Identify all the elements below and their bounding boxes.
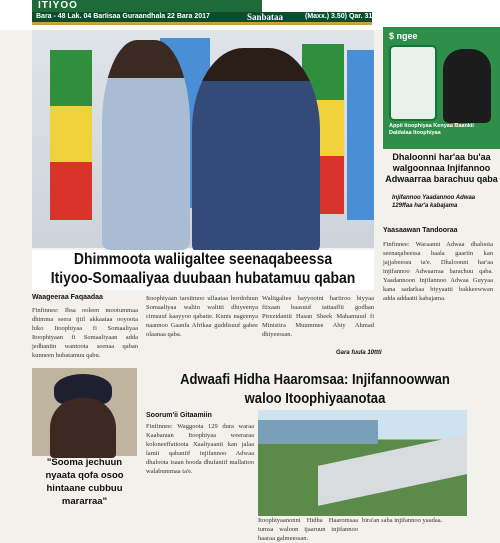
reservoir <box>258 420 378 444</box>
dam-photo[interactable] <box>258 410 467 516</box>
story2-headline[interactable] <box>150 372 480 410</box>
story2-headline-line-1: Adwaafi Hidha Haaromsaa: Injifannoowwan <box>180 372 450 388</box>
lead-column-3: Waliigaltee hayyootni hariiroo biyyaa fiixaan baasuuf tattaaffii godhan Pirezidantii Hasan Sheek Mahamuud fi Ministira Muummee Abiy Ahmad dhiyeessan. <box>262 295 374 338</box>
advertisement[interactable] <box>383 27 500 149</box>
lead-headline[interactable] <box>32 250 374 290</box>
story2-column-2: Itoophiyaanonni Hidha Haaromsaa tumsa waloon ijaaruun injifannoo haaraa galmeessan. <box>258 517 358 542</box>
lead-photo[interactable] <box>32 30 374 248</box>
sidebar-bullet: Injifannoo Yaadannoo Adwaa 129ffaa har'a kabajama <box>392 195 476 209</box>
logo-text: ITIYOO <box>38 0 78 11</box>
sidebar-byline: Yaasaawan Tandooraa <box>383 227 458 234</box>
person-right <box>192 48 320 253</box>
dam-wall <box>318 434 467 506</box>
ethiopia-flag-left <box>50 50 92 220</box>
lead-column-1: Finfinnee: Ibsa ooleen mootummaa dhimma seera ijiil akkaataa ooyoota hiko Itoophiyaa fi Somaaliyaa Itoophiyaan fi Somaaliyaan adda jedhaniin wantoota seenaa qaban kunneen hubatamuu qabu. <box>32 307 138 359</box>
story2-headline-line-2: waloo Itoophiyaanotaa <box>244 391 386 407</box>
story2-byline: Soorum'ii Gitaamiin <box>146 412 212 419</box>
ad-text: Appii Itoophiyaa Kenyaa Baankii Daldalaa Itoophiyaa <box>389 123 474 136</box>
lead-headline-line-2: Itiyoo-Somaaliyaa duubaan hubatamuu qaban <box>50 270 356 287</box>
pull-quote: "Sooma jechuun nyaata qofa osoo hintaane cubbuu mararraa" <box>45 457 124 507</box>
story2-column-1: Finfinnee: Waggoota 129 dura waraa Kaabaraan Itoophiyaa weeraraa koloneeffattoota Xaaliyaanii kan jalaa lamii qabaniif injifannoo Adwaa dhaloota isaan booda dhufaniif mallattoo walabummaa ta'e. <box>146 423 254 475</box>
portrait-photo[interactable] <box>32 368 137 456</box>
sidebar-body: Finfinnee: Waraanni Adwaa dhaloota seenaqabeessa haala gaariin kan jajjabeessu ta'e. Dhaloonni har'aa injifannoo Adwaarraa barachuu qaba. Yaadannoon Injifannoo Adwaa Guyyaa kana sadarkaa biyyaatti bakkeewwan adda addaatti kabajama. <box>383 241 493 302</box>
continued-on-page[interactable]: Gara fuula 10ttti <box>336 350 382 356</box>
person-left <box>102 40 190 250</box>
lead-byline: Waageeraa Faqaadaa <box>32 294 103 301</box>
ad-model-image <box>443 49 491 123</box>
lead-headline-line-1: Dhimmoota waliigaltee seenaqabeessa <box>73 251 333 268</box>
issue-day: Sanbataa <box>247 12 284 22</box>
issue-date: Bara - 48 Lak. 04 BarIisaa Guraandhala 22 Bara 2017 <box>36 13 210 20</box>
story2-column-3: bira'an saba injifannoo yaadaa. <box>362 517 443 524</box>
figure-shape <box>50 398 116 458</box>
phone-image <box>389 45 437 121</box>
newspaper-logo[interactable] <box>32 0 262 12</box>
somalia-flag-right <box>347 50 374 220</box>
issue-number: (Maxx.) 3.50) Qar. 3190 <box>305 13 381 20</box>
sidebar-headline[interactable]: Dhaloonni har'aa bu'aa walgoonnaa Injifannoo Adwaarraa barachuu qaba <box>385 152 498 184</box>
lead-column-2: Itoophiyaan tarsiimoo ulfaataa hordofuun Somaaliyaa waliin walitti dhiyeenya cimsuuf kaayyoo qabatte. Kunis nageenya naannoo Gaanfa Afrikaa guddisuuf gahee olaanaa qaba. <box>146 295 258 338</box>
ad-logo: $ ngee <box>389 31 418 41</box>
masthead-divider <box>32 22 372 25</box>
